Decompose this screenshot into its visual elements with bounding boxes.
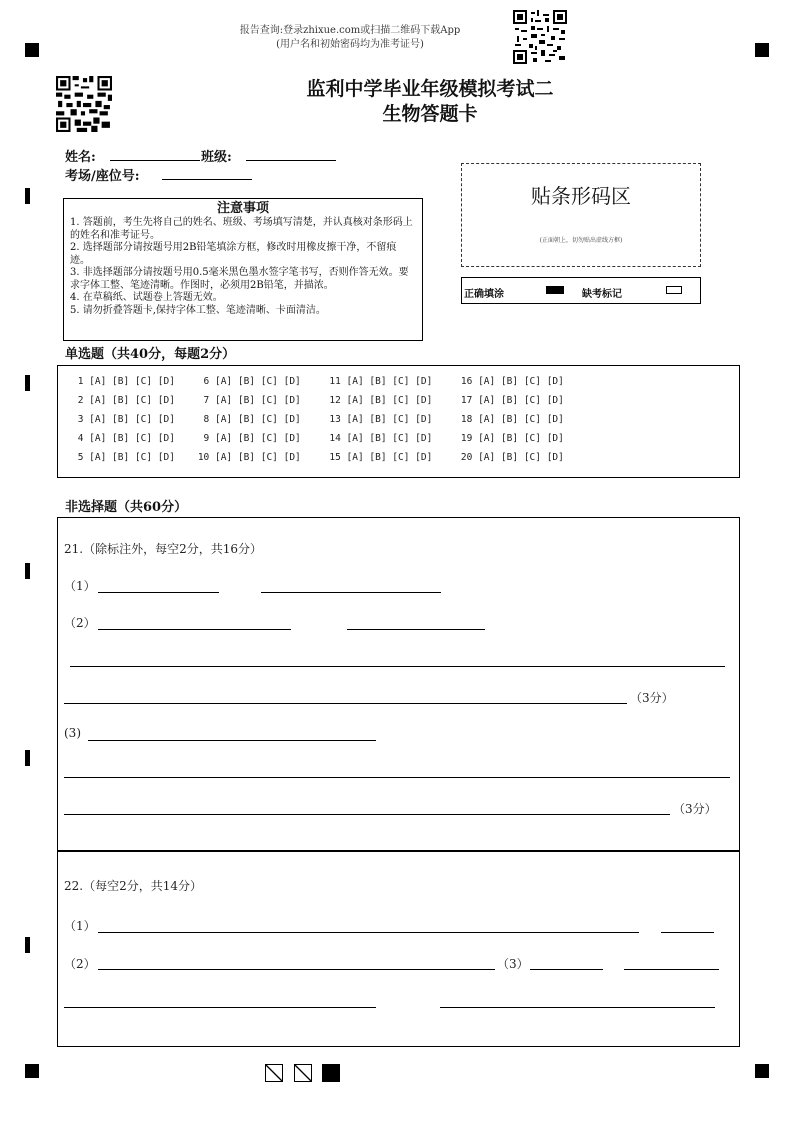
fill-legend xyxy=(461,277,701,304)
name-field[interactable] xyxy=(110,160,200,161)
corner-mark-top-left xyxy=(25,43,39,57)
top-qr-code-icon xyxy=(513,10,567,64)
corner-mark-top-right xyxy=(755,43,769,57)
q22-part2-blank[interactable] xyxy=(98,969,495,970)
q21-header: 21.（除标注外，每空2分，共16分） xyxy=(64,542,262,556)
notice-item: 5. 请勿折叠答题卡,保持字体工整、笔迹清晰、卡面清洁。 xyxy=(70,304,326,316)
notice-item: 2. 选择题部分请按题号用2B铅笔填涂方框，修改时用橡皮擦干净，不留痕迹。 xyxy=(70,242,397,266)
q21-part3-answer-line[interactable] xyxy=(64,777,730,778)
report-query-line2: (用户名和初始密码均为准考证号) xyxy=(276,39,424,50)
q22-part1-blank2[interactable] xyxy=(661,932,714,933)
notice-item: 4. 在草稿纸、试题卷上答题无效。 xyxy=(70,292,223,303)
notice-title: 注意事项 xyxy=(216,201,269,216)
barcode-area-title: 贴条形码区 xyxy=(531,184,631,208)
q21-part3-score: （3分） xyxy=(673,802,717,816)
exam-title: 监利中学毕业年级模拟考试二 xyxy=(306,78,554,100)
q22-answer-line[interactable] xyxy=(440,1007,715,1008)
report-query-note xyxy=(200,24,500,52)
nonmc-section-title: 非选择题（共60分） xyxy=(65,500,188,515)
seat-field[interactable] xyxy=(162,179,252,180)
name-label: 姓名: xyxy=(65,150,96,165)
q22-answer-line[interactable] xyxy=(64,1007,376,1008)
q21-part2-label: （2） xyxy=(64,616,96,630)
absent-mark-box[interactable] xyxy=(666,286,682,294)
page-mark-filled xyxy=(322,1064,340,1082)
exam-subtitle: 生物答题卡 xyxy=(382,103,478,125)
page-mark-slash-icon xyxy=(294,1064,312,1082)
mc-answer-box xyxy=(57,365,740,478)
timing-mark xyxy=(25,750,30,766)
q21-part1-label: （1） xyxy=(64,579,96,593)
q21-part3-blank[interactable] xyxy=(88,740,376,741)
q21-answer-box xyxy=(57,517,740,851)
absent-mark-label: 缺考标记 xyxy=(582,289,622,300)
q21-part2-blank1[interactable] xyxy=(98,629,291,630)
mc-row[interactable]: 1 [A] [B] [C] [D] 6 [A] [B] [C] [D] 11 [A] [B] [C] [D] 16 [A] [B] [C] [D] xyxy=(72,376,564,387)
timing-mark xyxy=(25,937,30,953)
page-mark-slash-icon xyxy=(265,1064,283,1082)
q21-part3-answer-line[interactable] xyxy=(64,814,670,815)
q22-part2-label: （2） xyxy=(64,957,96,971)
student-qr-code-icon xyxy=(56,76,112,132)
correct-fill-label: 正确填涂 xyxy=(464,289,504,300)
timing-mark xyxy=(25,188,30,204)
q22-header: 22.（每空2分，共14分） xyxy=(64,879,202,893)
q22-part3-blank1[interactable] xyxy=(530,969,603,970)
timing-mark xyxy=(25,375,30,391)
q22-part1-blank1[interactable] xyxy=(98,932,639,933)
seat-label: 考场/座位号: xyxy=(65,169,140,184)
notice-item: 1. 答题前，考生先将自己的姓名、班级、考场填写清楚，并认真核对条形码上的姓名和准考证号。 xyxy=(70,217,413,241)
mc-row[interactable]: 4 [A] [B] [C] [D] 9 [A] [B] [C] [D] 14 [A] [B] [C] [D] 19 [A] [B] [C] [D] xyxy=(72,433,564,444)
q21-part1-blank1[interactable] xyxy=(98,592,219,593)
correct-fill-sample xyxy=(546,286,564,294)
q21-part1-blank2[interactable] xyxy=(261,592,441,593)
notice-item: 3. 非选择题部分请按题号用0.5毫米黑色墨水签字笔书写，否则作答无效。要求字体工整、笔迹清晰。作图时，必须用2B铅笔，并描浓。 xyxy=(70,267,409,291)
q22-part1-label: （1） xyxy=(64,919,96,933)
q21-part3-label: (3) xyxy=(64,726,81,740)
q21-part2-answer-line[interactable] xyxy=(64,703,627,704)
mc-section-title: 单选题（共40分，每题2分） xyxy=(65,347,236,362)
mc-row[interactable]: 5 [A] [B] [C] [D] 10 [A] [B] [C] [D] 15 [A] [B] [C] [D] 20 [A] [B] [C] [D] xyxy=(72,452,564,463)
mc-row[interactable]: 2 [A] [B] [C] [D] 7 [A] [B] [C] [D] 12 [A] [B] [C] [D] 17 [A] [B] [C] [D] xyxy=(72,395,564,406)
q21-part2-score: （3分） xyxy=(630,691,674,705)
mc-row[interactable]: 3 [A] [B] [C] [D] 8 [A] [B] [C] [D] 13 [A] [B] [C] [D] 18 [A] [B] [C] [D] xyxy=(72,414,564,425)
q22-part3-label: （3） xyxy=(497,957,529,971)
q22-part3-blank2[interactable] xyxy=(624,969,719,970)
timing-mark xyxy=(25,563,30,579)
corner-mark-bottom-left xyxy=(25,1064,39,1078)
barcode-area xyxy=(461,163,701,267)
q21-part2-answer-line[interactable] xyxy=(70,666,725,667)
notice-box xyxy=(63,198,423,341)
corner-mark-bottom-right xyxy=(755,1064,769,1078)
class-label: 班级: xyxy=(201,150,232,165)
barcode-area-hint: (正面朝上，切勿贴出虚线方框) xyxy=(539,237,623,244)
report-query-line1: 报告查询:登录zhixue.com或扫描二维码下载App xyxy=(239,25,461,36)
q21-part2-blank2[interactable] xyxy=(347,629,485,630)
class-field[interactable] xyxy=(246,160,336,161)
